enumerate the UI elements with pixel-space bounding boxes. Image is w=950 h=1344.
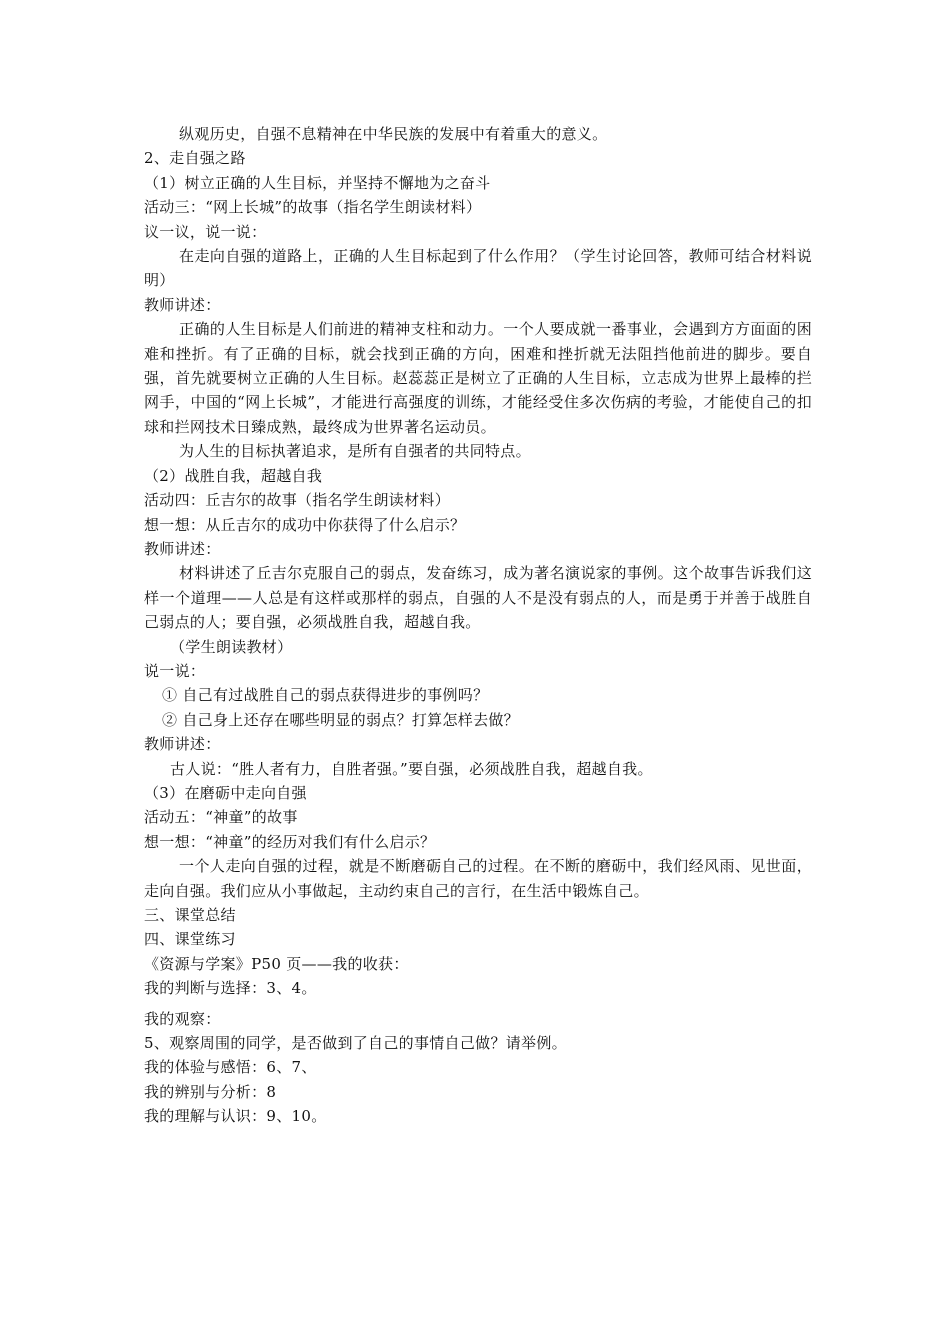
paragraph: 5、观察周围的同学，是否做到了自己的事情自己做？请举例。 [144,1034,567,1053]
paragraph: 想一想：从丘吉尔的成功中你获得了什么启示？ [144,515,466,534]
paragraph: 我的观察： [144,1009,221,1028]
paragraph: 一个人走向自强的过程，就是不断磨砺自己的过程。在不断的磨砺中，我们经风雨、见世面，走向自强。我们应从小事做起，主动约束自己的言行，在生活中锻炼自己。 [144,857,812,900]
paragraph: （学生朗读教材） [170,637,293,656]
paragraph: 活动三：“网上长城”的故事（指名学生朗读材料） [144,198,482,217]
paragraph: （3）在磨砺中走向自强 [144,783,307,802]
paragraph: 三、课堂总结 [144,906,236,924]
paragraph: 教师讲述： [144,295,221,314]
paragraph: 我的辨别与分析：8 [144,1082,277,1101]
paragraph: 我的判断与选择：3、4。 [144,979,317,998]
paragraph: 材料讲述了丘吉尔克服自己的弱点，发奋练习，成为著名演说家的事例。这个故事告诉我们这样一个道理——人总是有这样或那样的弱点，自强的人不是没有弱点的人，而是勇于并善于战胜自己弱点的人；要自强，必须战胜自我，超越自我。 [144,564,812,632]
paragraph: ② 自己身上还存在哪些明显的弱点？打算怎样去做？ [162,710,519,729]
paragraph: 活动五：“神童”的故事 [144,808,298,827]
paragraph: 2、走自强之路 [144,149,246,168]
paragraph: 古人说：“胜人者有力，自胜者强。”要自强，必须战胜自我，超越自我。 [170,759,653,778]
paragraph: （2）战胜自我，超越自我 [144,466,323,485]
paragraph: （1）树立正确的人生目标，并坚持不懈地为之奋斗 [144,173,491,192]
paragraph: 议一议，说一说： [144,222,267,241]
paragraph: 说一说： [144,661,206,680]
paragraph: ① 自己有过战胜自己的弱点获得进步的事例吗？ [162,686,489,705]
paragraph: 为人生的目标执著追求，是所有自强者的共同特点。 [179,442,531,461]
paragraph: 纵观历史，自强不息精神在中华民族的发展中有着重大的意义。 [179,125,608,143]
paragraph: 我的理解与认识：9、10。 [144,1107,327,1126]
paragraph: 我的体验与感悟：6、7、 [144,1058,317,1077]
paragraph: 正确的人生目标是人们前进的精神支柱和动力。一个人要成就一番事业，会遇到方方面面的困难和挫折。有了正确的目标，就会找到正确的方向，困难和挫折就无法阻挡他前进的脚步。要自强，首先就要树立正确的人生目标。赵蕊蕊正是树立了正确的人生目标，立志成为世界上最棒的拦网手，中国的“网上长城”，才能进行高强度的训练，才能经受住多次伤病的考验，才能使自己的扣球和拦网技术日臻成熟，最终成为世界著名运动员。 [144,320,812,436]
paragraph: 在走向自强的道路上，正确的人生目标起到了什么作用？（学生讨论回答，教师可结合材料说明） [144,247,812,290]
paragraph: 活动四：丘吉尔的故事（指名学生朗读材料） [144,491,451,510]
document-body [144,122,812,1129]
paragraph: 四、课堂练习 [144,930,236,949]
paragraph: 《资源与学案》P50 页——我的收获： [144,954,409,973]
paragraph: 教师讲述： [144,735,221,754]
paragraph: 想一想：“神童”的经历对我们有什么启示？ [144,832,436,851]
paragraph: 教师讲述： [144,539,221,558]
